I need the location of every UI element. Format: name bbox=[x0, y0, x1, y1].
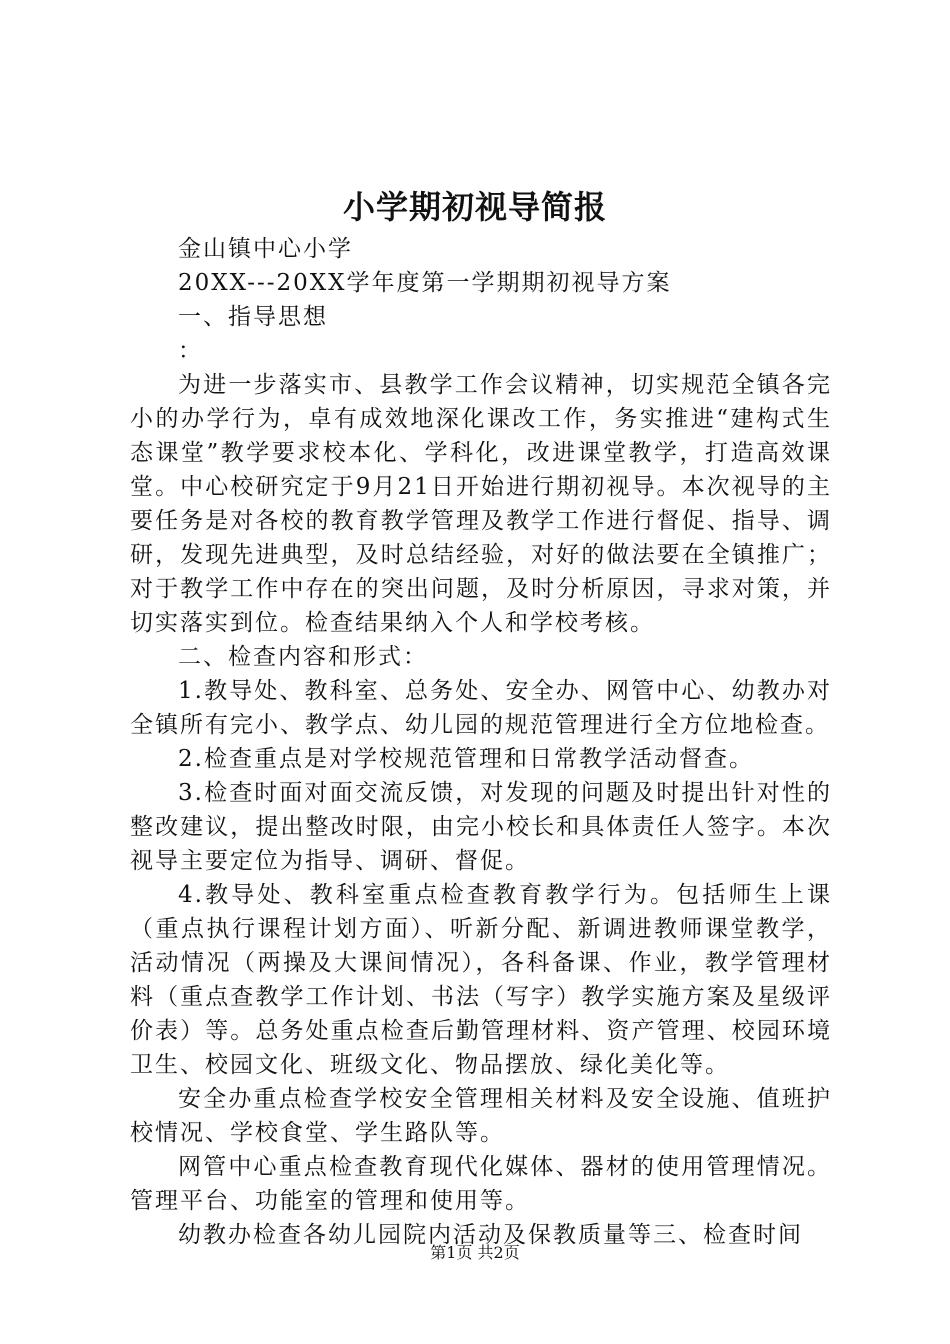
school-name: 金山镇中心小学 bbox=[178, 236, 353, 262]
section-heading-guiding-ideology: 一、指导思想 bbox=[178, 304, 328, 330]
paragraph-network-center: 网管中心重点检查教育现代化媒体、器材的使用管理情况。管理平台、功能室的管理和使用等。 bbox=[130, 1154, 832, 1214]
paragraph-item-3: 3.检查时面对面交流反馈，对发现的问题及时提出针对性的整改建议，提出整改时限，由完小校长和具体责任人签字。本次视导主要定位为指导、调研、督促。 bbox=[130, 780, 832, 874]
document-body bbox=[130, 232, 832, 1252]
paragraph-item-1: 1.教导处、教科室、总务处、安全办、网管中心、幼教办对全镇所有完小、教学点、幼儿园的规范管理进行全方位地检查。 bbox=[130, 678, 832, 738]
colon-line: ： bbox=[178, 338, 203, 364]
paragraph-purpose: 为进一步落实市、县教学工作会议精神，切实规范全镇各完小的办学行为，卓有成效地深化课改工作，务实推进“建构式生态课堂”教学要求校本化、学科化，改进课堂教学，打造高效课堂。中心校研究定于9月21日开始进行期初视导。本次视导的主要任务是对各校的教育教学管理及教学工作进行督促、指导、调研，发现先进典型，及时总结经验，对好的做法要在全镇推广；对于教学工作中存在的突出问题，及时分析原因，寻求对策，并切实落实到位。检查结果纳入个人和学校考核。 bbox=[130, 372, 832, 636]
paragraph-safety-office: 安全办重点检查学校安全管理相关材料及安全设施、值班护校情况、学校食堂、学生路队等。 bbox=[130, 1086, 832, 1146]
paragraph-item-2: 2.检查重点是对学校规范管理和日常教学活动督查。 bbox=[178, 746, 754, 772]
paragraph-item-4: 4.教导处、教科室重点检查教育教学行为。包括师生上课（重点执行课程计划方面）、听新分配、新调进教师课堂教学，活动情况（两操及大课间情况），各科备课、作业，教学管理材料（重点查教学工作计划、书法（写字）教学实施方案及星级评价表）等。总务处重点检查后勤管理材料、资产管理、校园环境卫生、校园文化、班级文化、物品摆放、绿化美化等。 bbox=[130, 882, 832, 1078]
paragraph-preschool-office: 幼教办检查各幼儿园院内活动及保教质量等三、检查时间 bbox=[178, 1222, 803, 1248]
page-footer: 第1页 共2页 bbox=[430, 1243, 520, 1262]
section-heading-content-form: 二、检查内容和形式： bbox=[178, 644, 428, 670]
document-title: 小学期初视导简报 bbox=[342, 188, 607, 226]
plan-title: 20XX---20XX学年度第一学期期初视导方案 bbox=[178, 270, 672, 296]
